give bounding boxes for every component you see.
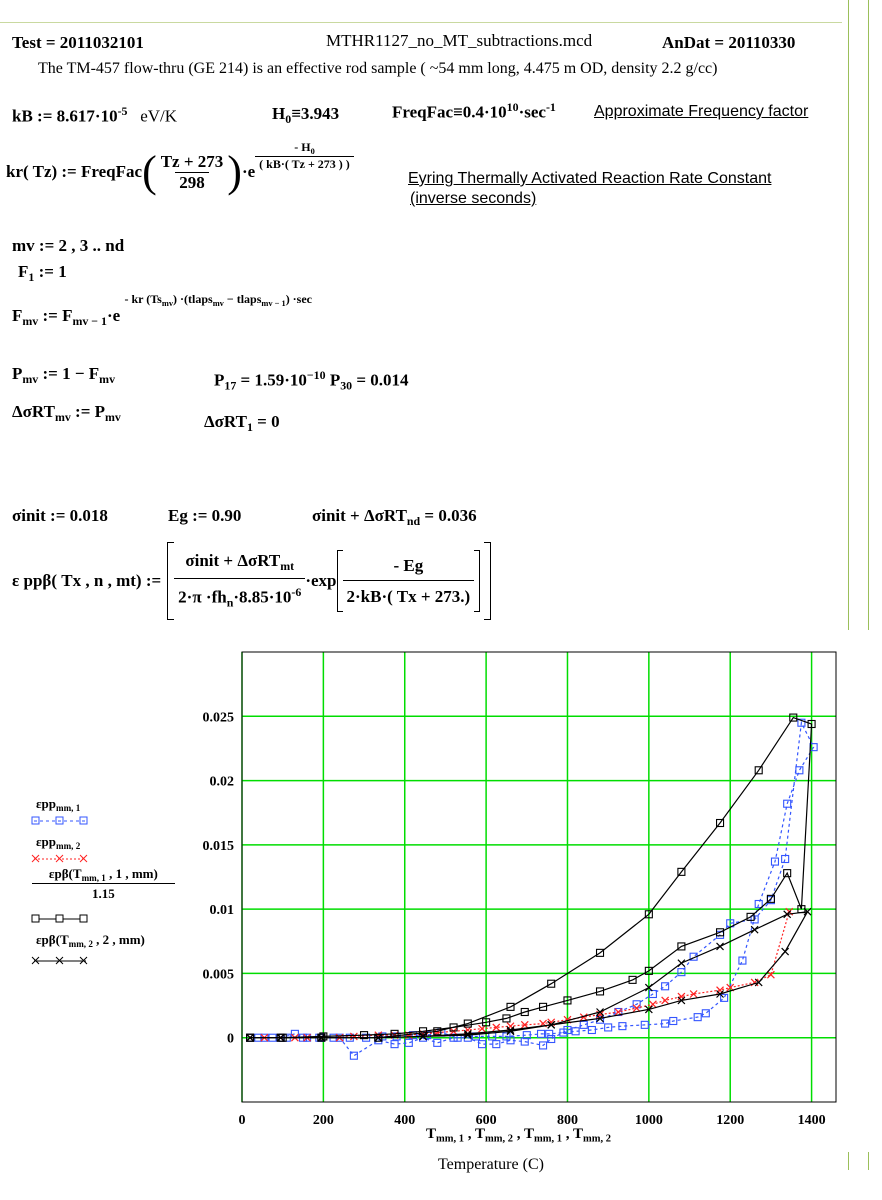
data-point [767, 971, 774, 978]
freq-factor-note: Approximate Frequency factor [594, 103, 809, 120]
x-tick-label: 1200 [716, 1113, 745, 1128]
data-point [580, 1021, 587, 1028]
data-point [717, 987, 724, 994]
data-point [796, 767, 803, 774]
series-line-2 [250, 912, 789, 1038]
data-point [751, 926, 758, 933]
chart-tick-labels [203, 710, 826, 1128]
analysis-date: AnDat = 20110330 [662, 33, 796, 52]
drt1-result: ΔσRT$_1$ = 0 [204, 412, 280, 435]
data-point [391, 1041, 398, 1048]
x-label-part: T [426, 1126, 437, 1142]
x-tick-label: 0 [238, 1113, 246, 1128]
document-filename: MTHR1127_no_MT_subtractions.mcd [326, 31, 593, 50]
series-line-1 [250, 723, 814, 1056]
temperature-chart [0, 640, 882, 1200]
kr-note-line2: (inverse seconds) [410, 190, 537, 207]
x-axis-label: $T_{mm, 1}$ , $T_{mm, 2}$ , $T_{mm, 1}$ , $T_{mm, 2}$ [426, 1126, 612, 1145]
y-tick-label: 0 [227, 1031, 234, 1047]
fmv-definition: $F_{mv}$ := $F_{mv - 1}\cdot e$ $^{- kr (Ts_{mv}) \cdot(tlaps_{mv} - tlaps_{mv - 1}) \cdot sec}$ [12, 292, 313, 329]
legend-series-3: $\varepsilon p\beta(T_{mm, 1}$ , 1 , mm) 1.15 [32, 866, 175, 902]
sigma-sum-result: σinit + ΔσRT$_{nd}$ = 0.036 [312, 506, 477, 529]
kb-definition: kB := $8.617\cdot 10^{-5}$ eV/K [12, 104, 178, 126]
x-label-part: T [475, 1126, 486, 1142]
y-tick-label: 0.02 [209, 774, 234, 790]
legend-series-4: $\varepsilon p\beta(T_{mm, 2}$ , 2 , mm) [36, 932, 145, 950]
x-label-part: T [524, 1126, 535, 1142]
test-id: Test = 2011032101 [12, 33, 144, 52]
y-tick-label: 0.005 [202, 967, 234, 983]
data-point [291, 1030, 298, 1037]
epp-beta-definition: ε ppβ( Tx , n , mt) := $\frac{\sigma init + \Delta\sigma RT_{mt}}{2\cdot\pi \cdot fh_n\cdot 8.85\cdot 10^{-6}}$ ·exp $\frac{- Eg}{2\cdot kB\cdot( Tx + 273.)}$ [12, 542, 491, 620]
data-point [782, 856, 789, 863]
sigma-init: σinit := 0.018 [12, 506, 108, 525]
top-divider [0, 22, 842, 23]
data-point [755, 901, 762, 908]
data-point [678, 960, 685, 967]
x-tick-label: 200 [312, 1113, 334, 1128]
y-tick-label: 0.015 [202, 838, 234, 854]
chart-series [247, 714, 817, 1059]
data-point [717, 943, 724, 950]
mv-range: mv := 2 , 3 .. nd [12, 236, 125, 255]
kr-definition: kr( Tz) := FreqFac ( $\frac{Tz + 273}{298}$ ) ·e $\frac{- H_0}{( kB\cdot( Tz + 273 ) )}$ [6, 150, 354, 194]
data-point [782, 948, 789, 955]
legend-series-1: εpp$_{mm, 1}$ [36, 796, 81, 814]
x-tick-label: 600 [475, 1113, 497, 1128]
right-border-line-2 [868, 0, 869, 630]
x-tick-label: 800 [556, 1113, 578, 1128]
f1-definition: $F_1$ := 1 [18, 262, 67, 285]
sample-description: The TM-457 flow-thru (GE 214) is an effective rod sample ( ~54 mm long, 4.475 m OD, density 2.2 g/cc) [38, 60, 718, 77]
legend-series-2: εpp$_{mm, 2}$ [36, 834, 81, 852]
p17-p30-results: $P_{17} = 1.59\cdot 10^{-10}$ $P_{30} = 0.014$ [214, 368, 409, 393]
data-point [434, 1039, 441, 1046]
x-axis-units: Temperature (C) [438, 1156, 544, 1173]
x-tick-label: 1000 [634, 1113, 663, 1128]
x-tick-label: 1400 [797, 1113, 826, 1128]
y-tick-label: 0.025 [202, 710, 234, 726]
data-point [649, 1001, 656, 1008]
pmv-definition: $P_{mv}$ := $1 - F_{mv}$ [12, 364, 116, 387]
y-tick-label: 0.01 [209, 903, 234, 919]
data-point [739, 957, 746, 964]
eg-definition: Eg := 0.90 [168, 506, 242, 525]
x-tick-label: 400 [394, 1113, 416, 1128]
right-border-line [848, 0, 849, 630]
kr-note-line1: Eyring Thermally Activated Reaction Rate Constant [408, 170, 772, 187]
data-point [755, 979, 762, 986]
drt-definition: ΔσRT$_{mv}$ := $P_{mv}$ [12, 402, 121, 425]
x-label-part: T [573, 1126, 584, 1142]
h0-definition: $H_0\equiv 3.943$ [272, 104, 340, 127]
freqfac-definition: $FreqFac\equiv 0.4\cdot 10^{10}\cdot\sec^{-1}$ [392, 100, 556, 122]
